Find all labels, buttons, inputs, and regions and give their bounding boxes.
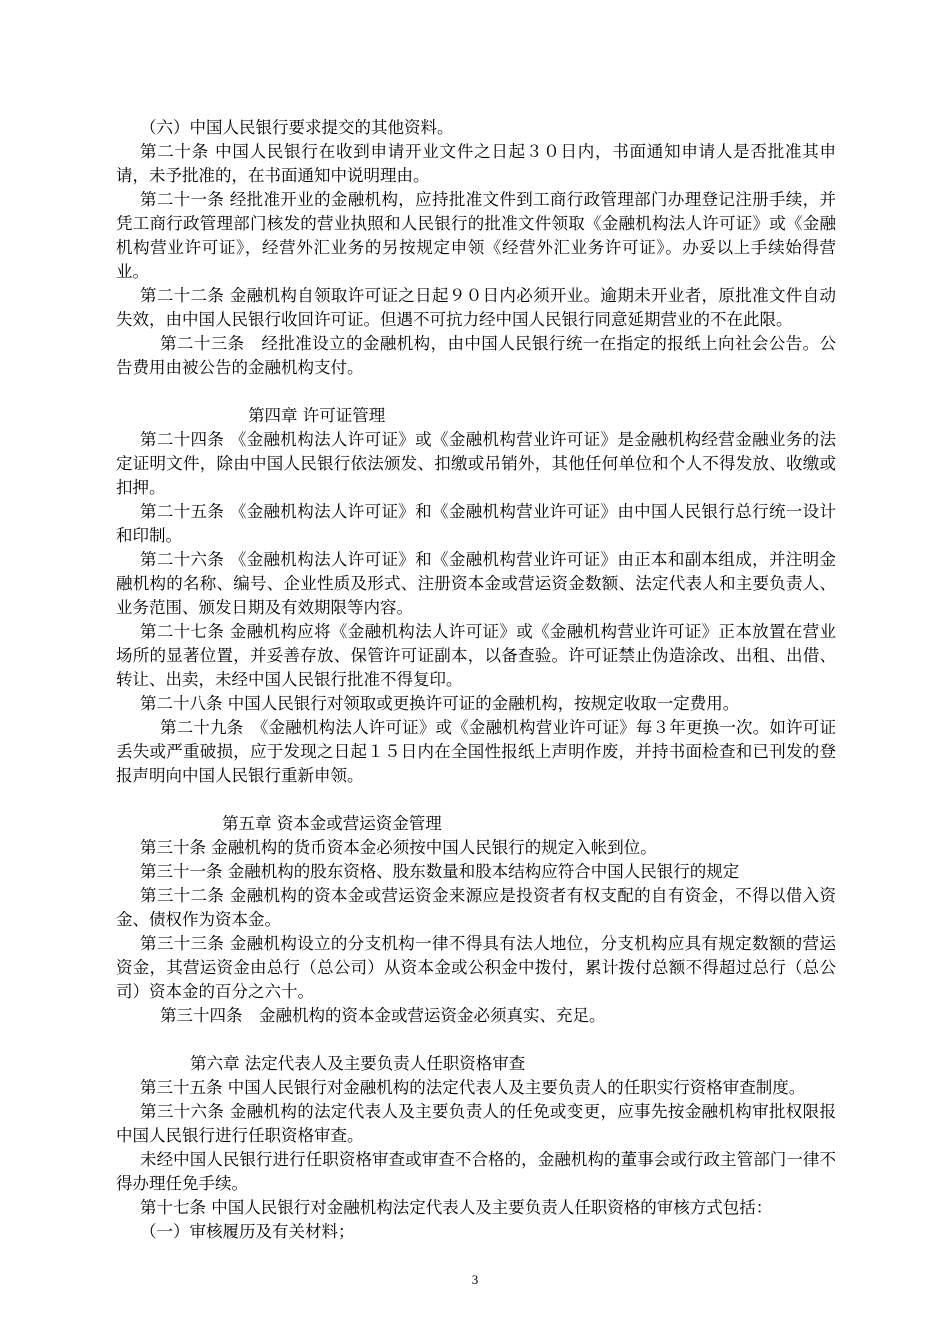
chapter-5-heading: 第五章 资本金或营运资金管理: [222, 814, 442, 833]
spacer: [116, 380, 836, 404]
article-25: 第二十五条 《金融机构法人许可证》和《金融机构营业许可证》由中国人民银行总行统一设计和印制。: [116, 502, 836, 545]
article-35: 第三十五条 中国人民银行对金融机构的法定代表人及主要负责人的任职实行资格审查制度。: [140, 1078, 806, 1097]
document-body: [116, 116, 836, 1244]
article-36: 第三十六条 金融机构的法定代表人及主要负责人的任免或变更，应事先按金融机构审批权限报中国人民银行进行任职资格审查。: [116, 1102, 836, 1145]
paragraph: （六）中国人民银行要求提交的其他资料。: [140, 118, 454, 137]
list-item: （一）审核履历及有关材料；: [140, 1222, 355, 1241]
article-17: 第十七条 中国人民银行对金融机构法定代表人及主要负责人任职资格的审核方式包括：: [140, 1198, 773, 1217]
chapter-6-heading: 第六章 法定代表人及主要负责人任职资格审查: [190, 1054, 526, 1073]
article-29: 第二十九条 《金融机构法人许可证》或《金融机构营业许可证》每３年更换一次。如许可证丢失或严重破损，应于发现之日起１５日内在全国性报纸上声明作废，并持书面检查和已刊发的登报声明向中国人民银行重新申领。: [116, 718, 836, 785]
article-31: 第三十一条 金融机构的股东资格、股东数量和股本结构应符合中国人民银行的规定: [140, 862, 740, 881]
chapter-4-heading: 第四章 许可证管理: [248, 406, 386, 425]
article-23: 第二十三条 经批准设立的金融机构，由中国人民银行统一在指定的报纸上向社会公告。公告费用由被公告的金融机构支付。: [116, 334, 836, 377]
spacer: [116, 788, 836, 812]
article-33: 第三十三条 金融机构设立的分支机构一律不得具有法人地位，分支机构应具有规定数额的营运资金，其营运资金由总行（总公司）从资本金或公积金中拨付，累计拨付总额不得超过总行（总公司）资本金的百分之六十。: [116, 934, 836, 1001]
article-34: 第三十四条 金融机构的资本金或营运资金必须真实、充足。: [160, 1006, 606, 1025]
article-27: 第二十七条 金融机构应将《金融机构法人许可证》或《金融机构营业许可证》正本放置在营业场所的显著位置，并妥善存放、保管许可证副本，以备查验。许可证禁止伪造涂改、出租、出借、转让、出卖，未经中国人民银行批准不得复印。: [116, 622, 836, 689]
article-24: 第二十四条 《金融机构法人许可证》或《金融机构营业许可证》是金融机构经营金融业务的法定证明文件，除由中国人民银行依法颁发、扣缴或吊销外，其他任何单位和个人不得发放、收缴或扣押。: [116, 430, 836, 497]
article-30: 第三十条 金融机构的货币资本金必须按中国人民银行的规定入帐到位。: [140, 838, 657, 857]
article-21: 第二十一条 经批准开业的金融机构，应持批准文件到工商行政管理部门办理登记注册手续，并凭工商行政管理部门核发的营业执照和人民银行的批准文件领取《金融机构法人许可证》或《金融机构营业许可证》，经营外汇业务的另按规定申领《经营外汇业务许可证》。办妥以上手续始得营业。: [116, 190, 836, 281]
article-32: 第三十二条 金融机构的资本金或营运资金来源应是投资者有权支配的自有资金，不得以借入资金、债权作为资本金。: [116, 886, 836, 929]
article-26: 第二十六条 《金融机构法人许可证》和《金融机构营业许可证》由正本和副本组成，并注明金融机构的名称、编号、企业性质及形式、注册资本金或营运资金数额、法定代表人和主要负责人、业务范围、颁发日期及有效期限等内容。: [116, 550, 836, 617]
page-number: 3: [471, 1272, 479, 1287]
paragraph: 未经中国人民银行进行任职资格审查或审查不合格的，金融机构的董事会或行政主管部门一律不得办理任免手续。: [116, 1150, 836, 1193]
article-28: 第二十八条 中国人民银行对领取或更换许可证的金融机构，按规定收取一定费用。: [140, 694, 740, 713]
article-22: 第二十二条 金融机构自领取许可证之日起９０日内必须开业。逾期未开业者，原批准文件自动失效，由中国人民银行收回许可证。但遇不可抗力经中国人民银行同意延期营业的不在此限。: [116, 286, 836, 329]
spacer: [116, 1028, 836, 1052]
article-20: 第二十条 中国人民银行在收到申请开业文件之日起３０日内，书面通知申请人是否批准其申请，未予批准的，在书面通知中说明理由。: [116, 142, 836, 185]
